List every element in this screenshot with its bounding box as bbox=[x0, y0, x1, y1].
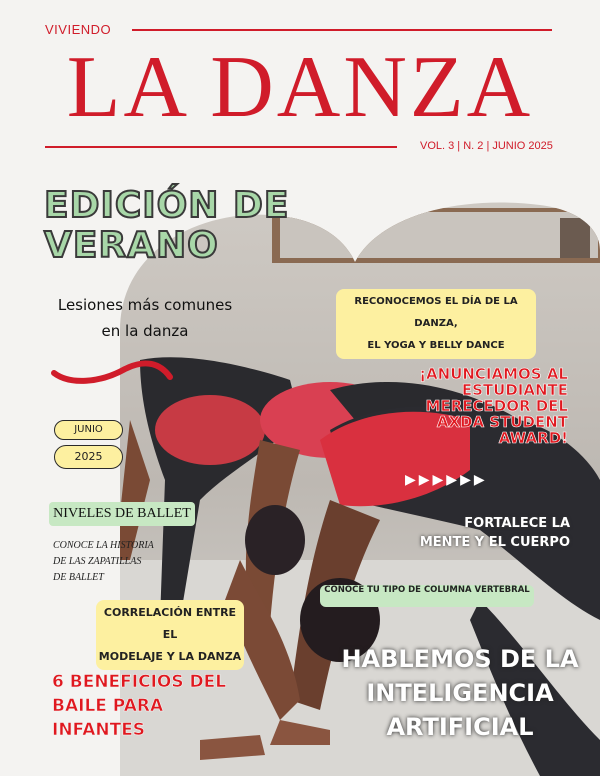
benefits-line-2: BAILE PARA bbox=[52, 696, 164, 716]
dance-day-line-2: EL YOGA Y BELLY DANCE bbox=[367, 340, 505, 351]
strengthen-headline bbox=[380, 514, 570, 552]
modeling-box bbox=[96, 600, 244, 670]
benefits-line-3: INFANTES bbox=[52, 720, 146, 740]
award-line-3: MERECEDOR DEL bbox=[425, 397, 568, 415]
ballet-sub-1: CONOCE LA HISTORIA bbox=[53, 540, 154, 551]
dance-day-box bbox=[336, 289, 536, 359]
ballet-history-text bbox=[53, 538, 203, 586]
modeling-line-2: MODELAJE Y LA DANZA bbox=[98, 650, 242, 663]
ballet-levels-tag: NIVELES DE BALLET bbox=[49, 502, 195, 526]
injuries-line-1: Lesiones más comunes bbox=[57, 296, 233, 314]
ai-line-2: INTELIGENCIA bbox=[366, 679, 554, 707]
award-line-2: ESTUDIANTE bbox=[461, 381, 568, 399]
ai-headline bbox=[330, 642, 590, 744]
summer-line-2: VERANO bbox=[44, 225, 219, 266]
strengthen-line-1: FORTALECE LA bbox=[464, 516, 570, 531]
award-line-5: AWARD! bbox=[498, 429, 568, 447]
ai-line-3: ARTIFICIAL bbox=[386, 713, 534, 741]
modeling-line-1: CORRELACIÓN ENTRE EL bbox=[103, 606, 237, 641]
strengthen-line-2: MENTE Y EL CUERPO bbox=[419, 535, 570, 550]
ballet-sub-3: DE BALLET bbox=[53, 572, 104, 583]
benefits-headline bbox=[52, 670, 262, 742]
award-headline bbox=[380, 366, 568, 446]
summer-edition-headline bbox=[44, 186, 289, 266]
date-month-pill: JUNIO bbox=[54, 420, 123, 440]
dance-day-line-1: RECONOCEMOS EL DÍA DE LA DANZA, bbox=[354, 296, 518, 329]
ballet-sub-2: DE LAS ZAPATILLAS bbox=[53, 556, 142, 567]
kicker: VIVIENDO bbox=[45, 22, 112, 37]
award-line-4: AXDA STUDENT bbox=[436, 413, 568, 431]
issue-info: VOL. 3 | N. 2 | JUNIO 2025 bbox=[420, 140, 553, 152]
injuries-line-2: en la danza bbox=[101, 322, 189, 340]
date-year-pill: 2025 bbox=[54, 445, 123, 469]
triangle-decoration: ▶▶▶▶▶▶ bbox=[405, 472, 488, 488]
benefits-line-1: 6 BENEFICIOS DEL bbox=[52, 672, 227, 692]
masthead-title: LA DANZA bbox=[66, 39, 534, 136]
spine-box: CONOCE TU TIPO DE COLUMNA VERTEBRAL bbox=[320, 585, 534, 607]
ai-line-1: HABLEMOS DE LA bbox=[341, 645, 579, 673]
summer-line-1: EDICIÓN DE bbox=[44, 185, 290, 226]
red-brush-stroke bbox=[50, 355, 175, 390]
injuries-headline bbox=[40, 292, 250, 344]
award-line-1: ¡ANUNCIAMOS AL bbox=[419, 365, 568, 383]
